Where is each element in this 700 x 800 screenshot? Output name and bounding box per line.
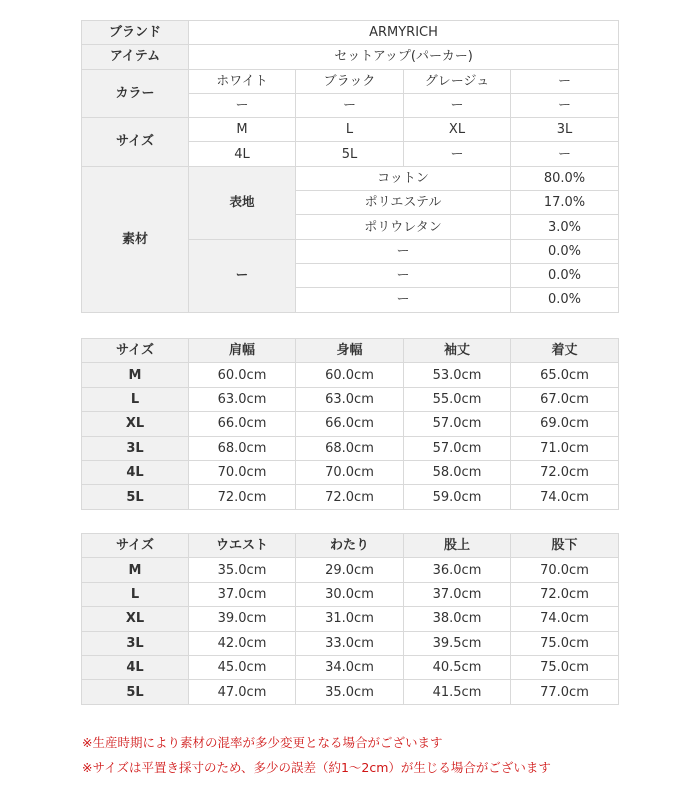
measure-cell: 68.0cm <box>296 436 404 460</box>
size-cell: 3L <box>82 436 189 460</box>
column-header: ウエスト <box>189 534 296 558</box>
material-name: ポリウレタン <box>296 215 511 239</box>
measure-cell: 60.0cm <box>189 363 296 387</box>
material-percent: 0.0% <box>511 263 619 287</box>
column-header: サイズ <box>82 534 189 558</box>
item-row <box>82 45 619 69</box>
table-row <box>82 485 619 509</box>
size-cell: 4L <box>82 655 189 679</box>
size-cell: 5L <box>82 680 189 704</box>
item-value: セットアップ(パーカー) <box>189 45 619 69</box>
measure-cell: 72.0cm <box>296 485 404 509</box>
measure-cell: 60.0cm <box>296 363 404 387</box>
table-row <box>82 680 619 704</box>
material-percent: 80.0% <box>511 166 619 190</box>
material-percent: 0.0% <box>511 239 619 263</box>
color-label: カラー <box>82 69 189 118</box>
measure-cell: 37.0cm <box>189 582 296 606</box>
table-row <box>82 607 619 631</box>
size-label: サイズ <box>82 118 189 167</box>
bottom-size-table <box>81 533 619 705</box>
material-group-label: 表地 <box>189 166 296 239</box>
measure-cell: 40.5cm <box>404 655 511 679</box>
size-cell: ー <box>511 142 619 166</box>
material-group-label: ー <box>189 239 296 312</box>
column-header: 袖丈 <box>404 339 511 363</box>
size-cell: 3L <box>511 118 619 142</box>
size-cell: L <box>82 387 189 411</box>
size-cell: M <box>189 118 296 142</box>
size-cell: 4L <box>82 460 189 484</box>
measure-cell: 36.0cm <box>404 558 511 582</box>
size-cell: L <box>296 118 404 142</box>
brand-row <box>82 21 619 45</box>
column-header: 着丈 <box>511 339 619 363</box>
measure-cell: 58.0cm <box>404 460 511 484</box>
column-header: 股上 <box>404 534 511 558</box>
measure-cell: 72.0cm <box>511 582 619 606</box>
material-name: ー <box>296 263 511 287</box>
measure-cell: 68.0cm <box>189 436 296 460</box>
measure-cell: 55.0cm <box>404 387 511 411</box>
measure-cell: 66.0cm <box>189 412 296 436</box>
column-header: わたり <box>296 534 404 558</box>
table-row <box>82 363 619 387</box>
size-cell: XL <box>82 412 189 436</box>
measure-cell: 74.0cm <box>511 607 619 631</box>
measure-cell: 77.0cm <box>511 680 619 704</box>
measure-cell: 66.0cm <box>296 412 404 436</box>
measure-cell: 63.0cm <box>189 387 296 411</box>
measure-cell: 65.0cm <box>511 363 619 387</box>
measure-cell: 72.0cm <box>189 485 296 509</box>
size-cell: L <box>82 582 189 606</box>
color-cell: グレージュ <box>404 69 511 93</box>
size-cell: 3L <box>82 631 189 655</box>
measure-cell: 70.0cm <box>296 460 404 484</box>
material-percent: 17.0% <box>511 191 619 215</box>
material-row <box>82 166 619 190</box>
measure-cell: 45.0cm <box>189 655 296 679</box>
top-size-table <box>81 338 619 510</box>
measure-cell: 47.0cm <box>189 680 296 704</box>
measure-cell: 70.0cm <box>511 558 619 582</box>
measure-cell: 30.0cm <box>296 582 404 606</box>
measure-cell: 59.0cm <box>404 485 511 509</box>
column-header: 身幅 <box>296 339 404 363</box>
measure-cell: 42.0cm <box>189 631 296 655</box>
size-row <box>82 118 619 142</box>
table-row <box>82 436 619 460</box>
size-cell: 4L <box>189 142 296 166</box>
material-name: ー <box>296 288 511 312</box>
table-row <box>82 412 619 436</box>
color-cell: ー <box>511 93 619 117</box>
measure-cell: 38.0cm <box>404 607 511 631</box>
measure-cell: 39.0cm <box>189 607 296 631</box>
size-cell: 5L <box>82 485 189 509</box>
measure-cell: 34.0cm <box>296 655 404 679</box>
size-cell: XL <box>404 118 511 142</box>
material-name: コットン <box>296 166 511 190</box>
measure-cell: 39.5cm <box>404 631 511 655</box>
table-row <box>82 655 619 679</box>
color-cell: ー <box>296 93 404 117</box>
column-header: 肩幅 <box>189 339 296 363</box>
brand-value: ARMYRICH <box>189 21 619 45</box>
measure-cell: 67.0cm <box>511 387 619 411</box>
material-percent: 3.0% <box>511 215 619 239</box>
measure-cell: 29.0cm <box>296 558 404 582</box>
size-cell: XL <box>82 607 189 631</box>
measure-cell: 31.0cm <box>296 607 404 631</box>
measure-cell: 57.0cm <box>404 412 511 436</box>
table-row <box>82 460 619 484</box>
table-row <box>82 558 619 582</box>
table-header-row <box>82 339 619 363</box>
size-cell: M <box>82 363 189 387</box>
measure-cell: 72.0cm <box>511 460 619 484</box>
size-note: ※サイズは平置き採寸のため、多少の誤差（約1～2cm）が生じる場合がございます <box>82 760 551 775</box>
column-header: 股下 <box>511 534 619 558</box>
material-name: ポリエステル <box>296 191 511 215</box>
measure-cell: 63.0cm <box>296 387 404 411</box>
column-header: サイズ <box>82 339 189 363</box>
measure-cell: 41.5cm <box>404 680 511 704</box>
color-row <box>82 69 619 93</box>
product-spec-table <box>81 20 619 313</box>
brand-label: ブランド <box>82 21 189 45</box>
measure-cell: 74.0cm <box>511 485 619 509</box>
table-row <box>82 387 619 411</box>
color-cell: ー <box>189 93 296 117</box>
size-cell: ー <box>404 142 511 166</box>
measure-cell: 35.0cm <box>189 558 296 582</box>
material-percent: 0.0% <box>511 288 619 312</box>
color-cell: ー <box>511 69 619 93</box>
measure-cell: 35.0cm <box>296 680 404 704</box>
measure-cell: 71.0cm <box>511 436 619 460</box>
color-cell: ー <box>404 93 511 117</box>
color-cell: ホワイト <box>189 69 296 93</box>
measure-cell: 69.0cm <box>511 412 619 436</box>
table-row <box>82 582 619 606</box>
measure-cell: 75.0cm <box>511 655 619 679</box>
measure-cell: 57.0cm <box>404 436 511 460</box>
material-label: 素材 <box>82 166 189 312</box>
measure-cell: 70.0cm <box>189 460 296 484</box>
material-note: ※生産時期により素材の混率が多少変更となる場合がございます <box>82 735 443 750</box>
measure-cell: 75.0cm <box>511 631 619 655</box>
table-header-row <box>82 534 619 558</box>
color-cell: ブラック <box>296 69 404 93</box>
size-cell: M <box>82 558 189 582</box>
measure-cell: 33.0cm <box>296 631 404 655</box>
size-cell: 5L <box>296 142 404 166</box>
item-label: アイテム <box>82 45 189 69</box>
measure-cell: 53.0cm <box>404 363 511 387</box>
table-row <box>82 631 619 655</box>
measure-cell: 37.0cm <box>404 582 511 606</box>
material-name: ー <box>296 239 511 263</box>
